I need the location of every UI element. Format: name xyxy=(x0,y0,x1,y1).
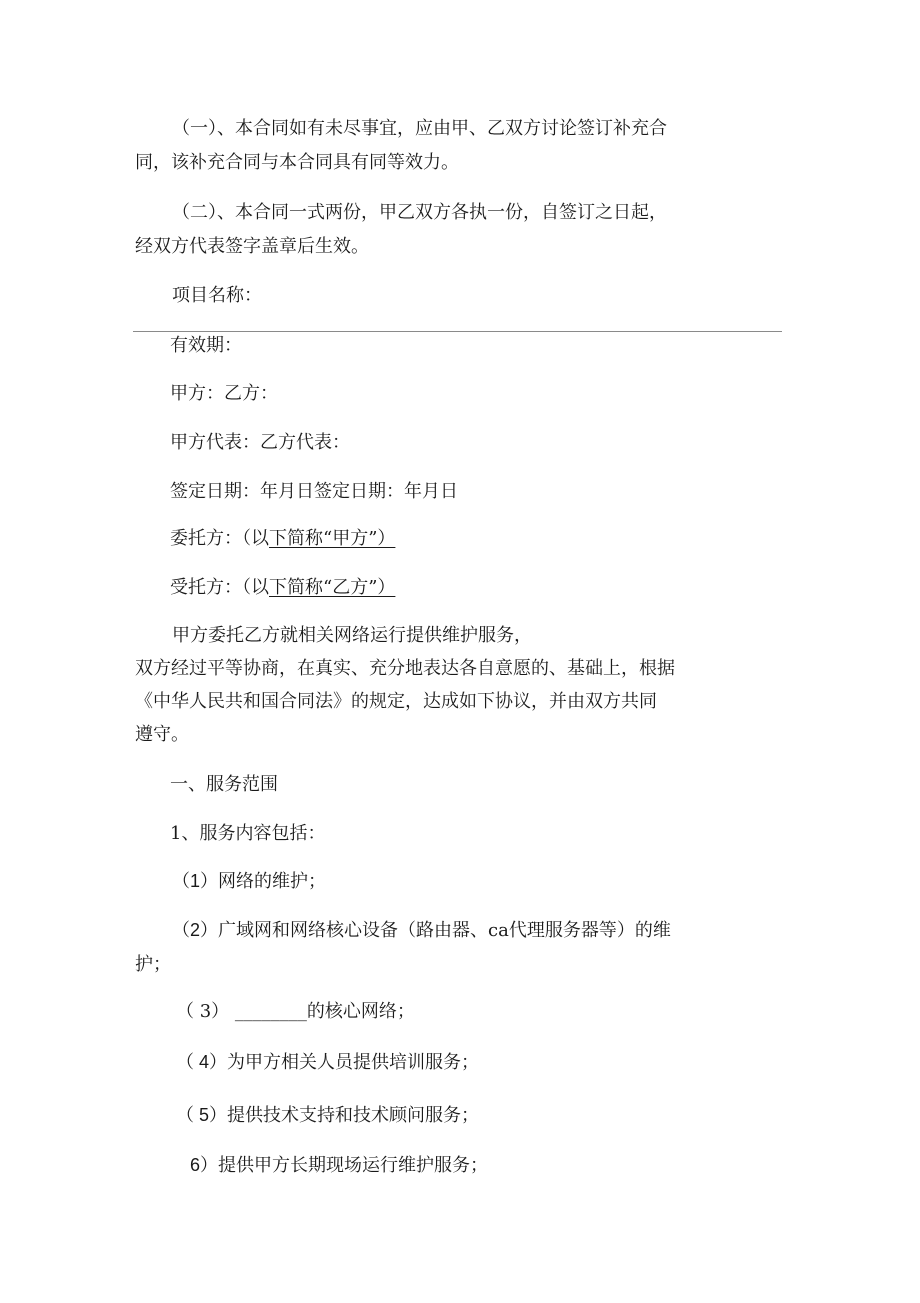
item-number: （ 3） xyxy=(176,1001,230,1022)
item-text: 的核心网络； xyxy=(306,1001,415,1022)
item-number: （2） xyxy=(172,920,219,940)
intro-line-1: 甲方委托乙方就相关网络运行提供维护服务， xyxy=(172,625,532,646)
project-name-label: 项目名称： xyxy=(172,285,262,306)
section-heading: 一、服务范围 xyxy=(170,774,278,795)
service-item-6 xyxy=(190,1153,488,1178)
item-number: 6） xyxy=(190,1155,219,1175)
trustee-suffix: 下简称“乙方”） xyxy=(269,577,396,598)
item-text: 提供技术支持和技术顾问服务； xyxy=(227,1105,480,1126)
clause-1-line-2: 同，该补充合同与本合同具有同等效力。 xyxy=(135,152,459,173)
trustee-prefix: 受托方：（以 xyxy=(170,577,269,598)
item-text: 网络的维护； xyxy=(218,871,327,892)
item-number: （ 4） xyxy=(176,1052,228,1072)
service-item-2-continued: 护； xyxy=(135,954,171,975)
client-suffix: 下简称“甲方”） xyxy=(269,528,396,549)
service-item-2 xyxy=(172,918,671,943)
intro-line-2: 双方经过平等协商，在真实、充分地表达各自意愿的、基础上，根据 xyxy=(135,658,675,679)
clause-2-line-2: 经双方代表签字盖章后生效。 xyxy=(135,236,369,257)
client-prefix: 委托方：（以 xyxy=(170,528,269,549)
intro-line-4: 遵守。 xyxy=(135,724,189,745)
sign-dates-label: 签定日期：年月日签定日期：年月日 xyxy=(170,481,458,502)
item-number: （1） xyxy=(172,871,219,891)
item-text: 广域网和网络核心设备（路由器、ca代理服务器等）的维 xyxy=(218,920,671,941)
item-text: 为甲方相关人员提供培训服务； xyxy=(227,1052,480,1073)
service-item-1 xyxy=(172,869,326,894)
project-name-rule xyxy=(133,331,782,332)
service-item-4 xyxy=(176,1050,479,1075)
item-blank: ________ xyxy=(234,1001,307,1022)
item-text: 提供甲方长期现场运行维护服务； xyxy=(218,1155,489,1176)
validity-label: 有效期： xyxy=(170,335,242,356)
parties-label: 甲方：乙方： xyxy=(170,383,278,404)
service-items-intro: 1、服务内容包括： xyxy=(170,823,326,844)
service-item-3 xyxy=(176,1000,415,1024)
service-item-5 xyxy=(176,1103,479,1128)
intro-line-3: 《中华人民共和国合同法》的规定，达成如下协议，并由双方共同 xyxy=(135,691,657,712)
item-number: （ 5） xyxy=(176,1105,228,1125)
clause-1-line-1: （一）、本合同如有未尽事宜，应由甲、乙双方讨论签订补充合 xyxy=(172,118,667,139)
trustee-line xyxy=(170,576,395,600)
clause-2-line-1: （二）、本合同一式两份，甲乙双方各执一份，自签订之日起， xyxy=(172,202,667,223)
representatives-label: 甲方代表：乙方代表： xyxy=(170,432,350,453)
client-line xyxy=(170,527,395,551)
